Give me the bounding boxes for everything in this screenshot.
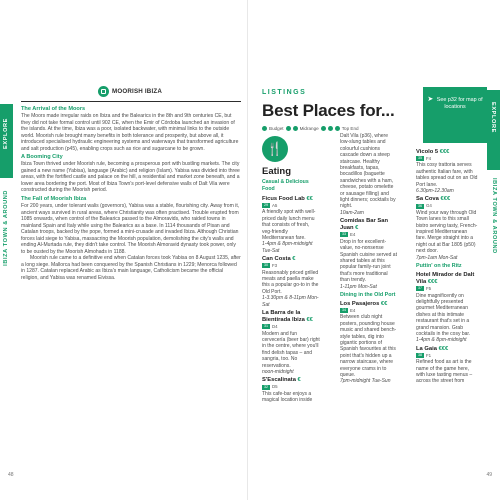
venue-description: This cafe-bar enjoys a magical location inside (262, 390, 313, 404)
venue-name (416, 272, 478, 286)
price-indicator: €€ (304, 196, 313, 202)
venue-name (262, 256, 320, 263)
price-indicator: €€€ (436, 345, 449, 352)
opening-hours: 7pm-1am Mon-Sat (416, 254, 458, 261)
venue-title: La Barra de la Bientirada Ibiza (262, 310, 305, 324)
venue-description: Modern and fun cervecería (beer bar) right in the centre, where you'll find delish tapas – and sangria, too. No reservations. (262, 330, 320, 369)
eating-heading: Eating (262, 166, 292, 177)
venue-name (416, 196, 478, 203)
box-title: MOORISH IBIZA (112, 88, 163, 95)
venue-name (262, 310, 320, 324)
eating-subheading: Casual & Delicious Food (262, 179, 309, 192)
price-indicator: € (295, 377, 301, 384)
venue-name (416, 149, 478, 156)
venue-name (340, 301, 398, 308)
map-grid-ref: D4 (272, 324, 278, 330)
venue-title: La Gaia (416, 345, 437, 352)
price-indicator: € (290, 256, 296, 263)
venue-name (340, 218, 398, 232)
section-side-label-right: IBIZA TOWN & AROUND (491, 178, 497, 254)
venue-title: Sa Cova (416, 196, 439, 203)
venue-description: Wind your way through Old Town lanes to this small bistro serving tasty, French-inspired Mediterranean fare. Merge straight into a night out at Bar 1805 (p50) next door. (416, 209, 478, 255)
midrange-icon (286, 126, 291, 131)
map-grid-ref: E4 (350, 307, 356, 313)
opening-hours: 1-4pm & 8pm-midnight Tue-Sat (262, 241, 313, 254)
map-reference-box (423, 87, 487, 143)
listing-subheading: Dining in the Old Port (340, 291, 396, 298)
opening-hours: 6.30pm-12.30am (416, 188, 454, 195)
venue-title: Vicolo 5 (416, 149, 439, 155)
fork-knife-icon: 🍴 (262, 136, 288, 162)
map-reference-text: See p32 for map of locations (436, 97, 483, 110)
map-grid-ref: F4 (426, 156, 432, 161)
section-paragraph: For 200 years, under tolerant walis (governors), Yabisa was a stable, flourishing city. Away from it, ancient ways survived in rural areas, where Christianity was often practised. Trouble erupted from 1085 onwards, when control of the Balearics passed to the Almoravids, who raided towns in mainland Spain and Italy while using the Balearics as a base. In 1114 thousands of Pisan and Catalan troops, backed by the pope, formed a mini-crusade and invaded Ibiza. Although Christian forces laid siege to Yabisa, massacring the Moorish population, demolishing the city's walls and ending Al-Murtada rule, they didn't take control. The Moorish Almoravid dynasty took power, only to be ousted by the Moorish Almohads in 1188. (21, 203, 240, 255)
venue-description: Drop in for excellent-value, no-nonsense Spanish cuisine served at shared tables at this popular family-run joint that's more traditional than trendy. (340, 238, 397, 284)
price-indicator: €€ (304, 317, 313, 324)
listings-column-1 (262, 194, 320, 404)
map-key-badge: 36 (418, 203, 422, 208)
section-paragraph: The Moors made irregular raids on Ibiza and the Balearics in the 8th and 9th centuries CE, but they did not take formal control until 902 CE, when the Emir of Córdoba launched an invasion of the islands. At the time, Ibiza was a poor, isolated backwater, with minimal links to the outside world. Moorish rule brought many benefits in both tolerance and prosperity, but above all, it introduced specialised hydraulic engineering systems and waterways that transformed agriculture and salt production (p45), enabling crops such as rice and sugarcane to be grown. (21, 113, 239, 152)
map-grid-ref: D5 (272, 384, 278, 390)
price-indicator: €€ (379, 300, 388, 307)
page-number-left: 48 (8, 472, 14, 478)
map-key-badge: 38 (418, 352, 422, 357)
price-indicator: €€€ (438, 149, 450, 155)
top-end-icon (335, 126, 340, 131)
listings-kicker: LISTINGS (262, 89, 307, 96)
page-number-right: 49 (486, 472, 492, 478)
map-key-badge: 35 (418, 156, 422, 161)
opening-hours: 7pm-midnight Tue-Sun (340, 378, 391, 385)
section-heading: The Arrival of the Moors (21, 106, 86, 112)
map-key-badge: 32 (264, 384, 268, 389)
venue-title: Can Costa (262, 256, 291, 263)
price-key-midrange: Midrange (299, 126, 319, 131)
section-paragraph: Moorish rule came to a definitive end when Catalan forces took Yabisa on 8 August 1235, after a long siege. Mallorca had been conquered by the Spanish Christians in 1229; Menorca followed in 1287. Catalan replaced Arabic as Ibiza's main language, Catholicism became the official religion, and Yabisa was renamed Eivissa. (21, 255, 241, 282)
map-grid-ref: E4 (350, 232, 356, 238)
map-grid-ref: A5 (272, 203, 278, 208)
opening-hours: 1-3.30pm & 8-11pm Mon-Sat (262, 295, 319, 308)
venue-description: Dalt Vila (p36), where low-slung tables and colourful cushions cascade down a steep staircase. Healthy breakfasts, tapas, bocadillos (baguette sandwiches with a ham, cheese, potato omelette or sausage filling) and light dinners; cocktails by night. (340, 133, 396, 210)
map-grid-ref: F1 (426, 352, 432, 358)
listings-column-2 (340, 133, 398, 385)
opening-hours: 10am-2am (340, 209, 364, 216)
right-page (248, 0, 500, 500)
section-heading: A Booming City (21, 154, 63, 161)
map-grid-ref: F5 (426, 286, 432, 292)
explore-tab-left (0, 104, 13, 178)
venue-title: Ficus Food Lab (262, 196, 305, 202)
history-icon (98, 86, 109, 97)
price-indicator: €€€ (438, 196, 451, 203)
price-key (262, 126, 359, 131)
top-end-icon (328, 126, 333, 131)
opening-hours: 1-4pm & 8pm-midnight (416, 337, 467, 344)
price-key-top-end: Top End (341, 126, 359, 131)
explore-tab-label: EXPLORE (490, 102, 496, 133)
section-side-label-left: IBIZA TOWN & AROUND (3, 190, 9, 266)
map-key-badge: 33 (342, 232, 346, 237)
map-grid-ref: G4 (426, 203, 432, 209)
venue-description: Reasonably priced grilled meats and paella make this a popular go-to in the Old Port. (262, 269, 319, 295)
left-page (0, 0, 248, 500)
listing-subheading: Puttin' on the Ritz (416, 263, 462, 270)
venue-description: This cosy trattoria serves authentic Italian fare, with tables spread out on an Old Port lane. (416, 162, 478, 188)
venue-name (262, 196, 320, 203)
venue-name (262, 377, 320, 384)
opening-hours: 1-11pm Mon-Sat (340, 283, 377, 290)
venue-description: Dine magnificently on delightfully presented gourmet Mediterranean dishes at this intimate restaurant that's set in a grand mansion. Grab cocktails in the cosy bar. (416, 292, 471, 337)
listings-column-3 (416, 147, 478, 385)
page-title: Best Places for... (262, 101, 395, 120)
section-heading: The Fall of Moorish Ibiza (21, 196, 87, 203)
map-key-badge: 30 (264, 263, 268, 268)
section-paragraph: Ibiza Town thrived under Moorish rule, becoming a prosperous port with bustling markets. The city gained a new name (Yabisa), language (Arabic) and religion (Islam). Yabisa was divided into three areas, with the fortified castle and palace on the hill, a residential and market zone beneath, and a lower area bordering the port. Most of Ibiza Town's port-level defensive walls of Dalt Vila were constructed during the Moorish period. (21, 161, 240, 194)
price-key-budget: Budget (269, 126, 284, 131)
moorish-ibiza-text (21, 104, 241, 282)
venue-title: S'Escalinata (262, 377, 296, 384)
midrange-icon (293, 126, 298, 131)
venue-description: Between club night posters, pounding house music and shared bench-style tables, dig into gigantic portions of Spanish favourites at this point that's hidden up a narrow staircase, where everyone crams in to queue. (340, 314, 397, 378)
opening-hours: noon-midnight (262, 368, 294, 375)
price-indicator: € (353, 225, 359, 232)
venue-description: Refined food as art is the name of the game here, with luxe tasting menus – across the street from (416, 359, 473, 385)
top-end-icon (321, 126, 326, 131)
map-key-badge: 29 (264, 203, 268, 208)
venue-description: A friendly spot with well-priced daily lunch menu that consists of fresh, veg-friendly Mediterranean fare. (262, 209, 316, 242)
venue-title: Hotel Mirador de Dalt Vila (416, 272, 475, 286)
price-indicator: €€€ (426, 279, 438, 286)
explore-tab-label: EXPLORE (3, 118, 9, 149)
venue-title: Comidas Bar San Juan (340, 218, 388, 232)
map-key-badge: 37 (418, 286, 422, 291)
box-header (98, 86, 162, 97)
map-grid-ref: F3 (272, 263, 278, 269)
venue-title: Los Pasajeros (340, 300, 380, 307)
box-divider (21, 101, 241, 102)
map-key-badge: 31 (264, 324, 268, 329)
explore-tab-right (487, 90, 500, 170)
budget-icon (262, 126, 267, 131)
map-key-badge: 34 (342, 308, 346, 313)
arrow-icon: ➤ (427, 96, 434, 103)
venue-name (416, 346, 478, 353)
